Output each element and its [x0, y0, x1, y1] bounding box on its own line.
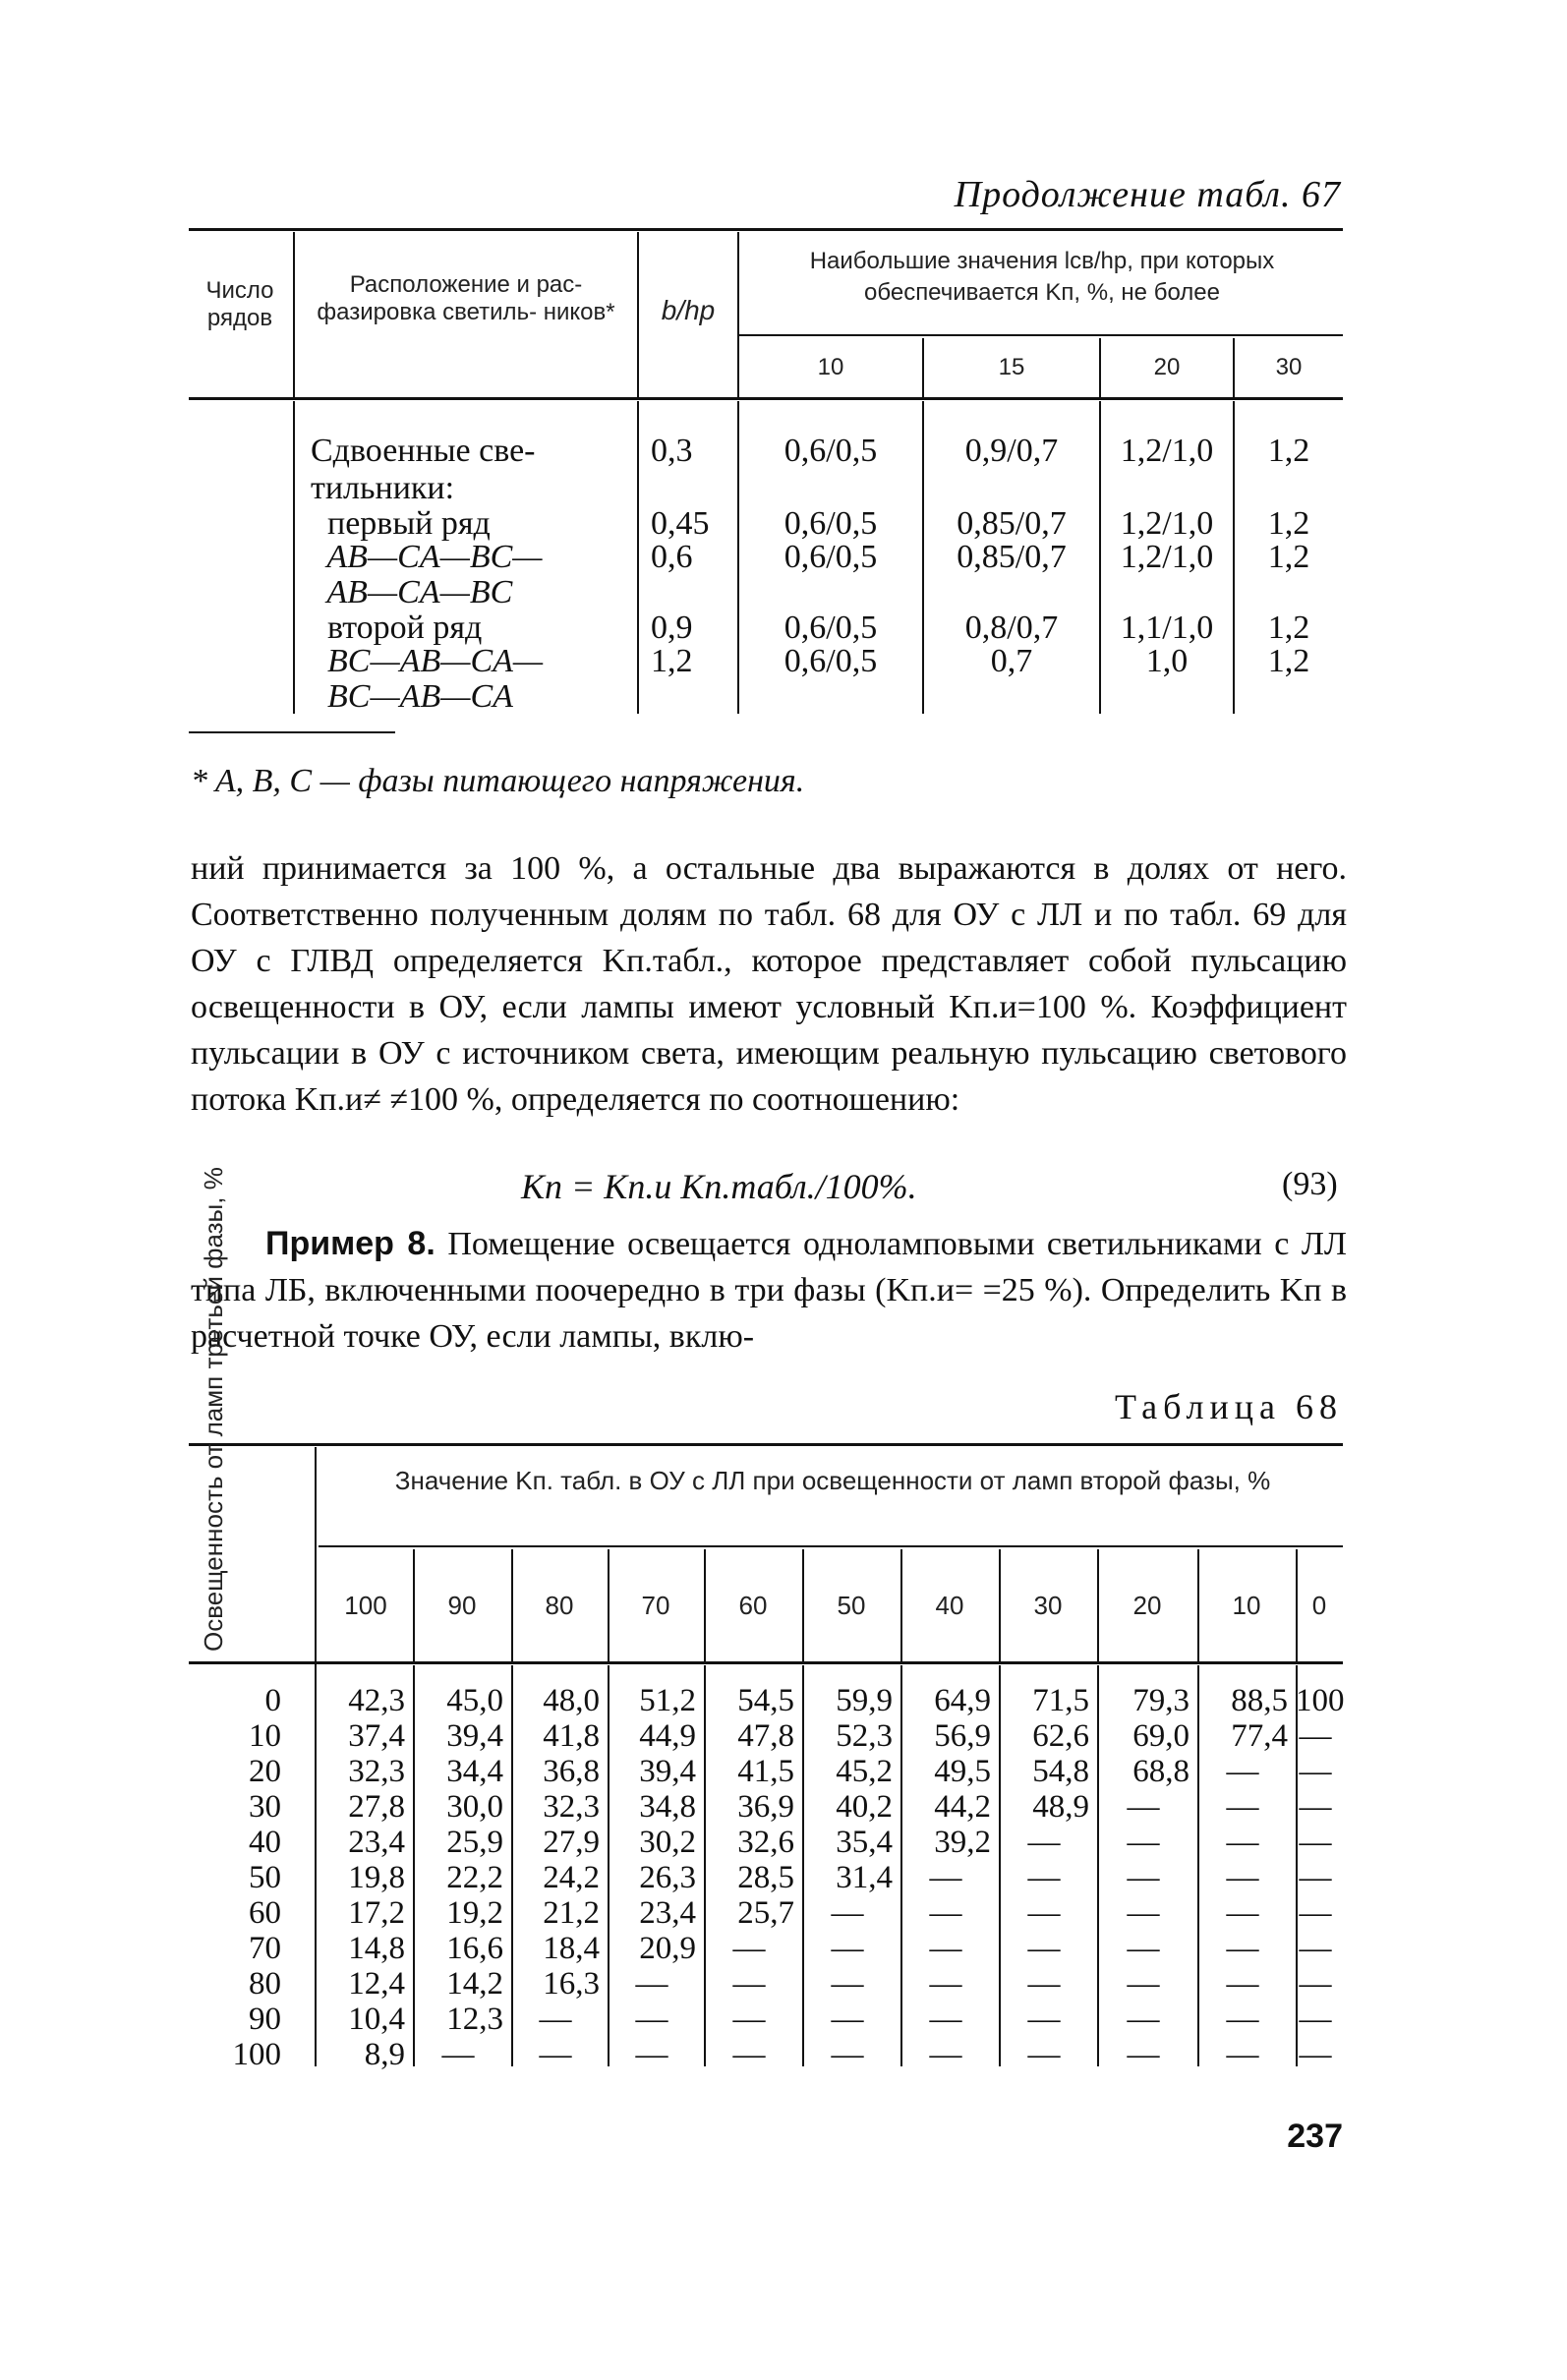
t67-vline: [293, 232, 295, 397]
t68-cell: 45,0: [446, 1683, 503, 1718]
t68-cell: 14,2: [446, 1966, 503, 2002]
formula: Kп = Kп.и Kп.табл./100%.: [521, 1167, 917, 1206]
t68-cell: 54,8: [1032, 1754, 1089, 1789]
t68-cell: 71,5: [1032, 1683, 1089, 1718]
t67-v20: 1,2/1,0: [1120, 539, 1214, 575]
t68-row-label: 90: [249, 2002, 281, 2037]
t67-group-rule: [739, 334, 1343, 336]
t68-row-label: 10: [249, 1718, 281, 1754]
t68-column-header: 70: [641, 1591, 670, 1620]
t68-cell: —: [1299, 2037, 1332, 2072]
t68-cell: 24,2: [543, 1860, 600, 1895]
t68-cell: 51,2: [639, 1683, 696, 1718]
t67-v10: 0,6/0,5: [784, 505, 878, 542]
t68-cell: 59,9: [836, 1683, 893, 1718]
t68-column-header: 80: [545, 1591, 574, 1620]
t68-cell: —: [929, 2002, 962, 2037]
t68-cell: —: [1127, 1825, 1160, 1860]
t68-cell: 79,3: [1132, 1683, 1190, 1718]
t68-cell: 44,9: [639, 1718, 696, 1754]
footnote: * A, B, C — фазы питающего напряжения.: [191, 763, 805, 799]
t68-cell: 12,3: [446, 2002, 503, 2037]
t68-cell: —: [635, 2037, 668, 2072]
t68-cell: 25,7: [737, 1895, 794, 1931]
t68-cell: 16,3: [543, 1966, 600, 2002]
t68-cell: —: [1226, 2037, 1259, 2072]
t68-cell: 34,4: [446, 1754, 503, 1789]
t67-header-arrangement: Расположение и рас- фазировка светиль- ников*: [317, 271, 615, 325]
t67-header-10: 10: [817, 354, 844, 380]
t68-cell: —: [1027, 1895, 1061, 1931]
t67-v30: 1,2: [1267, 610, 1310, 646]
t68-cell: 23,4: [348, 1825, 405, 1860]
t68-cell: —: [929, 1966, 962, 2002]
t67-v20: 1,2/1,0: [1120, 433, 1214, 469]
t68-column-header: 10: [1232, 1591, 1261, 1620]
formula-number: (93): [1282, 1166, 1338, 1202]
t68-cell: —: [1127, 1966, 1160, 2002]
t68-cell: 32,3: [543, 1789, 600, 1825]
t67-v30: 1,2: [1267, 505, 1310, 542]
t67-header-15: 15: [998, 354, 1025, 380]
t67-ratio: 1,2: [651, 643, 693, 679]
t68-cell: 64,9: [934, 1683, 991, 1718]
t68-cell: 36,8: [543, 1754, 600, 1789]
t68-cell: 54,5: [737, 1683, 794, 1718]
t68-column-header: 60: [738, 1591, 768, 1620]
t68-cell: —: [831, 2037, 864, 2072]
t68-cell: —: [732, 2037, 766, 2072]
t68-cell: 28,5: [737, 1860, 794, 1895]
t68-row-header: Освещенность от ламп третьей фазы, %: [199, 1167, 228, 1652]
t68-cell: —: [1226, 1860, 1259, 1895]
t68-cell: —: [1226, 2002, 1259, 2037]
t68-column-header: 30: [1033, 1591, 1063, 1620]
t68-cell: 56,9: [934, 1718, 991, 1754]
t67-vline: [293, 401, 295, 714]
t68-cell: 30,2: [639, 1825, 696, 1860]
page-number: 237: [1287, 2118, 1343, 2155]
t68-cell: 39,4: [639, 1754, 696, 1789]
t68-cell: 17,2: [348, 1895, 405, 1931]
t68-cell: 39,4: [446, 1718, 503, 1754]
table-68-title: Таблица 68: [1115, 1387, 1343, 1426]
paragraph: ний принимается за 100 %, а остальные два выражаются в долях от него. Соответственно полученным долям по табл. 68 для ОУ с ЛЛ и по табл. 69 для ОУ с ГЛВД определяется Kп.табл., которое представляет собой пульсацию освещенности в ОУ, если лампы имеют условный Kп.и=100 %. Коэффициент пульсации в ОУ с источником света, имеющим реальную пульсацию светового потока Kп.и≠ ≠100 %, определяется по соотношению:: [191, 850, 1347, 1118]
t68-cell: —: [732, 1966, 766, 2002]
t67-v10: 0,6/0,5: [784, 643, 878, 679]
t68-cell: 77,4: [1231, 1718, 1288, 1754]
t68-cell: —: [732, 2002, 766, 2037]
t68-cell: 18,4: [543, 1931, 600, 1966]
t68-cell: 8,9: [364, 2037, 405, 2072]
t68-cell: —: [1226, 1966, 1259, 2002]
t67-v15: 0,7: [990, 643, 1033, 679]
t68-cell: —: [635, 2002, 668, 2037]
t68-cell: —: [1027, 1931, 1061, 1966]
t68-cell: 32,6: [737, 1825, 794, 1860]
example-label: Пример 8.: [265, 1225, 435, 1262]
t68-cell: —: [1299, 1895, 1332, 1931]
t68-cell: —: [1027, 1860, 1061, 1895]
t67-header-30: 30: [1275, 354, 1303, 380]
t67-ratio: 0,6: [651, 539, 693, 575]
t67-v10: 0,6/0,5: [784, 539, 878, 575]
t68-header-rule: [189, 1661, 1343, 1664]
t68-cell: 26,3: [639, 1860, 696, 1895]
t68-cell: —: [1127, 2037, 1160, 2072]
t68-row-label: 40: [249, 1825, 281, 1860]
t68-cell: 22,2: [446, 1860, 503, 1895]
t68-cell: —: [1299, 2002, 1332, 2037]
t67-v15: 0,8/0,7: [964, 610, 1059, 646]
t68-cell: 27,8: [348, 1789, 405, 1825]
t68-cell: 35,4: [836, 1825, 893, 1860]
t68-row-label: 70: [249, 1931, 281, 1966]
t68-cell: 41,5: [737, 1754, 794, 1789]
t68-cell: —: [831, 2002, 864, 2037]
t67-ratio: 0,3: [651, 433, 693, 469]
t68-cell: 10,4: [348, 2002, 405, 2037]
t68-cell: —: [1299, 1825, 1332, 1860]
t68-column-header: 0: [1311, 1591, 1327, 1620]
t68-row-label: 80: [249, 1966, 281, 2002]
t68-cell: —: [1226, 1754, 1259, 1789]
t68-cell: —: [929, 1931, 962, 1966]
t68-cell: 19,8: [348, 1860, 405, 1895]
t68-cell: 52,3: [836, 1718, 893, 1754]
t68-cell: —: [1299, 1931, 1332, 1966]
t68-cell: —: [1027, 1825, 1061, 1860]
t68-cell: —: [1127, 1789, 1160, 1825]
t67-arrangement-line: первый ряд: [311, 505, 491, 542]
t68-cell: —: [1127, 1931, 1160, 1966]
t68-cell: 12,4: [348, 1966, 405, 2002]
t68-cell: 23,4: [639, 1895, 696, 1931]
t68-cell: 69,0: [1132, 1718, 1190, 1754]
t68-row-label: 0: [264, 1683, 281, 1718]
t68-row-label: 50: [249, 1860, 281, 1895]
t68-row-label: 20: [249, 1754, 281, 1789]
t68-cell: —: [1127, 1895, 1160, 1931]
t68-column-header: 100: [344, 1591, 387, 1620]
t68-cell: —: [1027, 2002, 1061, 2037]
t67-header-20: 20: [1153, 354, 1181, 380]
t67-arrangement-line: AB—CA—BC—: [311, 539, 543, 575]
t68-row-label: 60: [249, 1895, 281, 1931]
t68-cell: —: [732, 1931, 766, 1966]
t68-cell: —: [1027, 1966, 1061, 2002]
t68-cell: 48,9: [1032, 1789, 1089, 1825]
t68-cell: 40,2: [836, 1789, 893, 1825]
t68-cell: —: [635, 1966, 668, 2002]
t67-v30: 1,2: [1267, 539, 1310, 575]
t68-column-header: 90: [447, 1591, 477, 1620]
t67-v20: 1,1/1,0: [1120, 610, 1214, 646]
t67-header-rows: Число рядов: [205, 277, 274, 331]
t68-cell: —: [831, 1895, 864, 1931]
t67-v15: 0,85/0,7: [957, 539, 1067, 575]
t67-v20: 1,0: [1145, 643, 1189, 679]
t68-cell: 36,9: [737, 1789, 794, 1825]
t68-cell: —: [539, 2037, 572, 2072]
t68-cell: —: [1226, 1825, 1259, 1860]
t67-vline: [637, 232, 639, 397]
continuation-caption: Продолжение табл. 67: [954, 174, 1341, 215]
t67-ratio: 0,9: [651, 610, 693, 646]
t68-group-header: Значение Kп. табл. в ОУ с ЛЛ при освещенности от ламп второй фазы, %: [394, 1466, 1271, 1495]
t67-v10: 0,6/0,5: [784, 610, 878, 646]
t68-top-rule: [189, 1443, 1343, 1446]
t67-vline: [637, 401, 639, 714]
t68-cell: 44,2: [934, 1789, 991, 1825]
t68-cell: 68,8: [1132, 1754, 1190, 1789]
t68-row-label: 30: [249, 1789, 281, 1825]
t68-cell: 37,4: [348, 1718, 405, 1754]
t68-cell: —: [1226, 1789, 1259, 1825]
t68-cell: —: [1127, 1860, 1160, 1895]
t68-cell: 88,5: [1231, 1683, 1288, 1718]
t68-cell: 41,8: [543, 1718, 600, 1754]
t68-cell: 30,0: [446, 1789, 503, 1825]
t68-cell: —: [1027, 2037, 1061, 2072]
t67-arrangement-line: Сдвоенные све-: [311, 433, 536, 469]
t68-cell: 62,6: [1032, 1718, 1089, 1754]
t68-group-rule: [319, 1545, 1343, 1547]
t67-arrangement-line: AB—CA—BC: [311, 574, 513, 610]
t67-header-ratio: b/hр: [661, 295, 716, 325]
t67-arrangement-line: тильники:: [311, 470, 455, 506]
t68-cell: 31,4: [836, 1860, 893, 1895]
t68-cell: 16,6: [446, 1931, 503, 1966]
t68-cell: —: [441, 2037, 475, 2072]
t68-cell: —: [1299, 1718, 1332, 1754]
t68-cell: —: [831, 1966, 864, 2002]
t68-cell: —: [1299, 1754, 1332, 1789]
t68-cell: 47,8: [737, 1718, 794, 1754]
t67-v30: 1,2: [1267, 643, 1310, 679]
t68-cell: —: [831, 1931, 864, 1966]
t67-v20: 1,2/1,0: [1120, 505, 1214, 542]
t68-cell: 14,8: [348, 1931, 405, 1966]
t67-v10: 0,6/0,5: [784, 433, 878, 469]
t68-cell: —: [1299, 1966, 1332, 2002]
t68-cell: —: [1226, 1931, 1259, 1966]
example-text: Помещение освещается одноламповыми светильниками с ЛЛ типа ЛБ, включенными поочередно в три фазы (Kп.и= =25 %). Определить Kп в расчетной точке ОУ, если лампы, вклю-: [191, 1226, 1347, 1355]
t68-cell: 45,2: [836, 1754, 893, 1789]
t68-cell: —: [1226, 1895, 1259, 1931]
t67-v15: 0,9/0,7: [964, 433, 1059, 469]
example-paragraph: [191, 1221, 1347, 1359]
t68-cell: 19,2: [446, 1895, 503, 1931]
t68-column-header: 50: [837, 1591, 866, 1620]
t67-header-rule: [189, 397, 1343, 400]
t68-row-label: 100: [232, 2037, 281, 2072]
t68-cell: 49,5: [934, 1754, 991, 1789]
t68-vline: [315, 1447, 317, 2066]
t67-v15: 0,85/0,7: [957, 505, 1067, 542]
t68-cell: 21,2: [543, 1895, 600, 1931]
t67-v30: 1,2: [1267, 433, 1310, 469]
t68-cell: —: [929, 1860, 962, 1895]
t68-cell: 25,9: [446, 1825, 503, 1860]
t68-cell: 39,2: [934, 1825, 991, 1860]
t68-cell: 27,9: [543, 1825, 600, 1860]
t68-cell: —: [1127, 2002, 1160, 2037]
t68-column-header: 40: [935, 1591, 964, 1620]
t68-cell: 32,3: [348, 1754, 405, 1789]
t68-cell: 34,8: [639, 1789, 696, 1825]
t68-cell: —: [1299, 1789, 1332, 1825]
t68-cell: —: [929, 1895, 962, 1931]
t68-cell: —: [539, 2002, 572, 2037]
t67-header-group: Наибольшие значения lсв/hр, при которых обеспечивается Kп, %, не более: [809, 248, 1275, 306]
t68-cell: —: [1299, 1860, 1332, 1895]
t68-cell: 100: [1296, 1683, 1345, 1718]
t67-arrangement-line: второй ряд: [311, 610, 483, 646]
t68-cell: 48,0: [543, 1683, 600, 1718]
t67-top-rule: [189, 228, 1343, 231]
t68-cell: 42,3: [348, 1683, 405, 1718]
t68-column-header: 20: [1132, 1591, 1162, 1620]
t67-arrangement-line: BC—AB—CA—: [311, 643, 544, 679]
t68-cell: —: [929, 2037, 962, 2072]
t67-arrangement-line: BC—AB—CA: [311, 678, 513, 715]
t68-cell: 20,9: [639, 1931, 696, 1966]
footnote-rule: [189, 731, 395, 733]
t67-ratio: 0,45: [651, 505, 710, 542]
